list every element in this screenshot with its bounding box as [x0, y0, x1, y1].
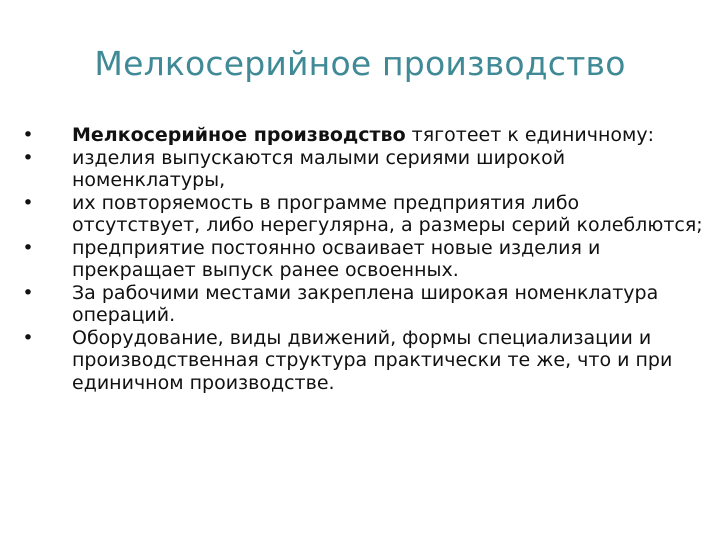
slide-title: Мелкосерийное производство — [94, 44, 626, 83]
bullet-text: изделия выпускаются малыми сериями широкой номенклатуры, — [72, 146, 566, 191]
bullet-dot-icon: • — [22, 326, 34, 349]
bullet-item — [18, 237, 708, 282]
bullet-item — [18, 192, 708, 237]
bullet-dot-icon: • — [22, 281, 34, 304]
bullet-dot-icon: • — [22, 236, 34, 259]
bullet-text: тяготеет к единичному: — [405, 124, 655, 146]
bullet-item — [18, 327, 708, 395]
bullet-text: предприятие постоянно осваивает новые изделия и прекращает выпуск ранее освоенных. — [72, 236, 601, 281]
bullet-dot-icon: • — [22, 191, 34, 214]
bullet-item — [18, 124, 708, 147]
bullet-bold-text: Мелкосерийное производство — [72, 124, 406, 146]
bullet-text: Оборудование, виды движений, формы специализации и производственная структура практически те же, что и при единичном производстве. — [72, 326, 673, 394]
bullet-dot-icon: • — [22, 124, 34, 146]
bullet-text: За рабочими местами закреплена широкая номенклатура операций. — [72, 281, 659, 326]
bullet-text: их повторяемость в программе предприятия либо отсутствует, либо нерегулярна, а размеры серий колеблются; — [72, 191, 703, 236]
bullet-item — [18, 147, 708, 192]
bullet-dot-icon: • — [22, 146, 34, 169]
bullet-item — [18, 282, 708, 327]
bullet-list — [18, 124, 708, 394]
